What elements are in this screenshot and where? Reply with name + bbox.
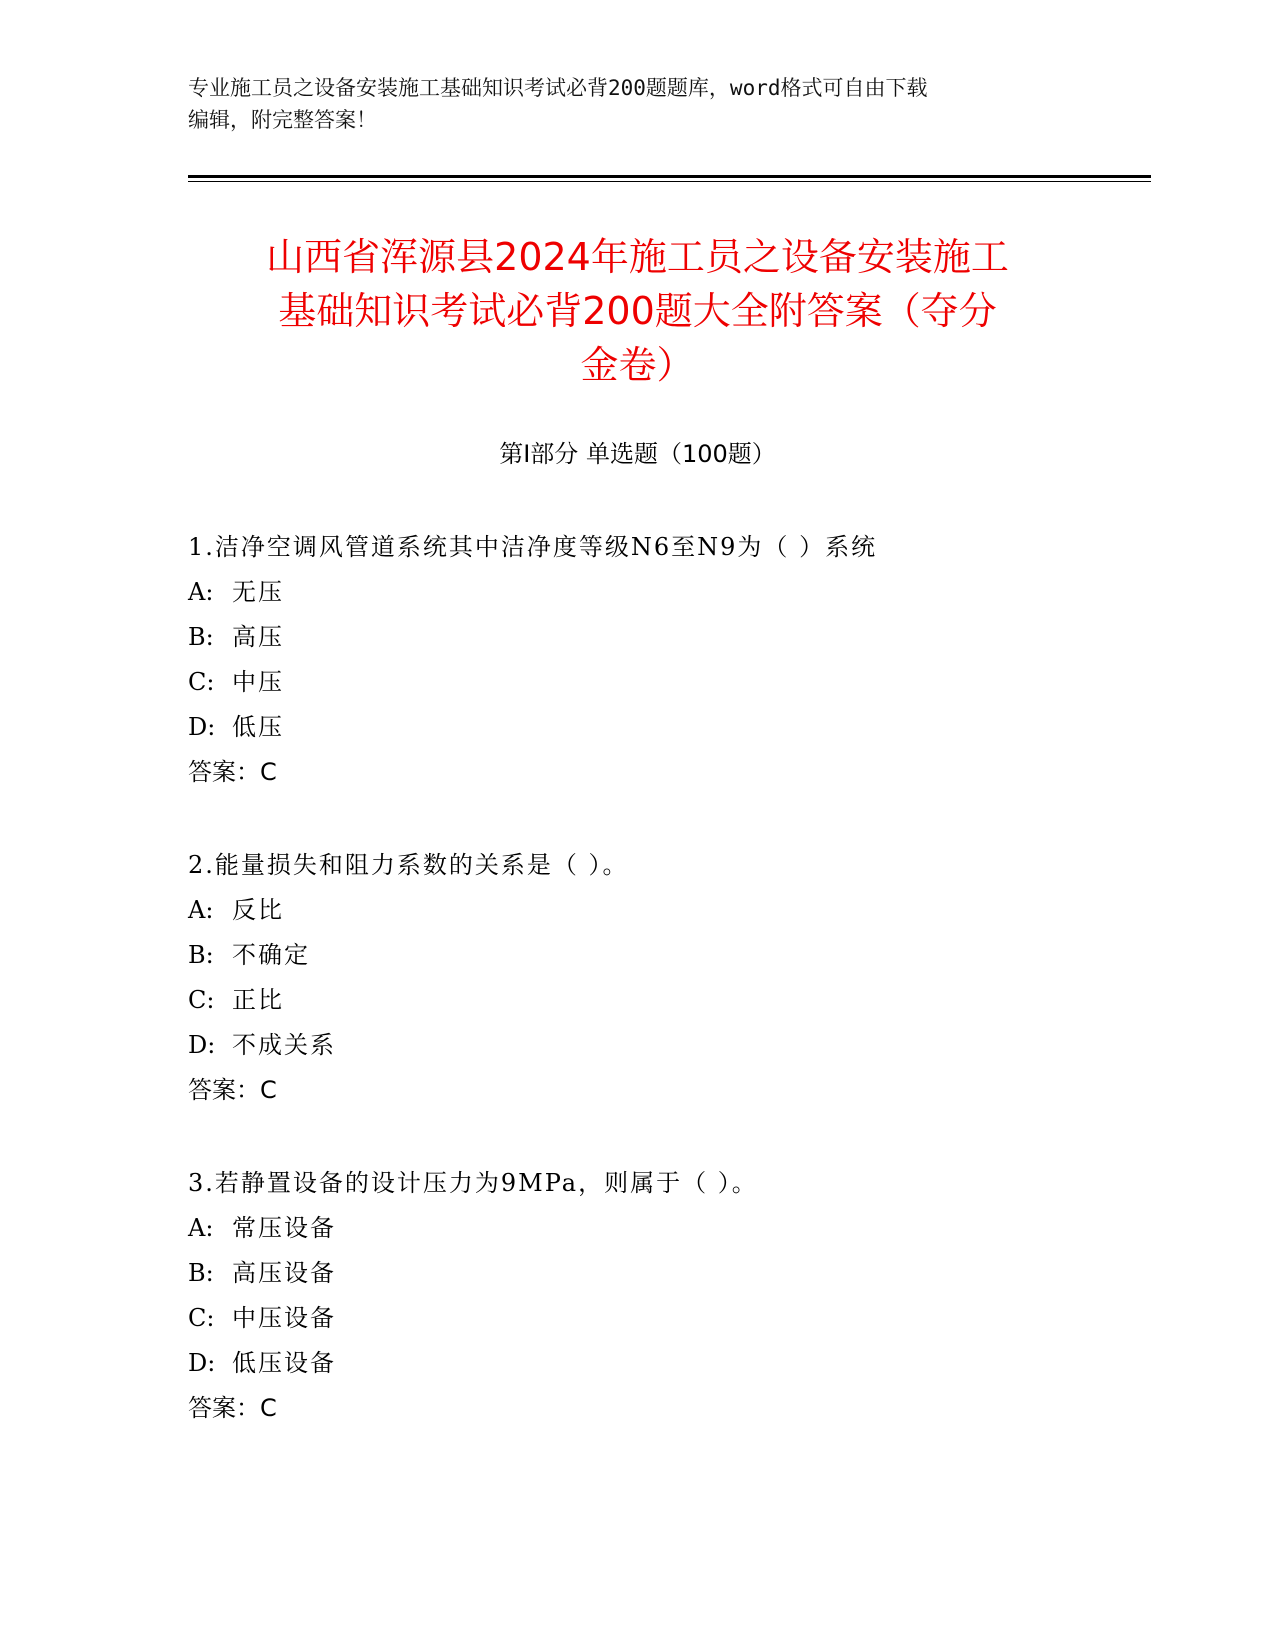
option-letter: D: [188, 1349, 216, 1377]
option-text: 无压 [232, 578, 284, 606]
option-text: 不成关系 [232, 1031, 336, 1059]
option-row [188, 660, 1088, 705]
option-letter: A: [188, 1214, 214, 1242]
question-block [188, 525, 1088, 795]
option-row [188, 570, 1088, 615]
document-title-line-2: 基础知识考试必背200题大全附答案（夺分 [278, 289, 997, 333]
option-text: 常压设备 [232, 1214, 336, 1242]
option-text: 不确定 [232, 941, 310, 969]
option-row [188, 1296, 1088, 1341]
option-row [188, 1206, 1088, 1251]
option-letter: C: [188, 668, 215, 696]
option-letter: D: [188, 1031, 216, 1059]
question-stem: 1.洁净空调风管道系统其中洁净度等级N6至N9为（ ）系统 [188, 533, 878, 561]
option-row [188, 1251, 1088, 1296]
option-row [188, 705, 1088, 750]
answer-line: 答案：C [188, 1076, 277, 1104]
option-row [188, 888, 1088, 933]
question-stem: 2.能量损失和阻力系数的关系是（ ）。 [188, 851, 629, 879]
header-note-line-1: 专业施工员之设备安装施工基础知识考试必背200题题库，word格式可自由下载 [188, 76, 928, 100]
option-text: 反比 [232, 896, 284, 924]
document-title-line-1: 山西省浑源县2024年施工员之设备安装施工 [266, 235, 1009, 279]
option-letter: B: [188, 1259, 214, 1287]
document-header-note [188, 72, 1068, 136]
option-row [188, 1341, 1088, 1386]
option-text: 低压设备 [232, 1349, 336, 1377]
option-text: 中压 [232, 668, 284, 696]
option-letter: D: [188, 713, 216, 741]
option-letter: C: [188, 986, 215, 1014]
option-text: 低压 [232, 713, 284, 741]
header-note-line-2: 编辑，附完整答案！ [188, 108, 377, 132]
option-row [188, 978, 1088, 1023]
question-stem: 3.若静置设备的设计压力为9MPa，则属于（ ）。 [188, 1169, 758, 1197]
question-block [188, 1161, 1088, 1431]
option-row [188, 1023, 1088, 1068]
document-title [170, 230, 1105, 392]
option-letter: A: [188, 896, 214, 924]
option-letter: A: [188, 578, 214, 606]
option-letter: C: [188, 1304, 215, 1332]
option-row [188, 615, 1088, 660]
section-heading: 第Ⅰ部分 单选题（100题） [499, 440, 776, 468]
header-divider-thin [188, 181, 1151, 182]
option-row [188, 933, 1088, 978]
answer-line: 答案：C [188, 1394, 277, 1422]
option-letter: B: [188, 623, 214, 651]
answer-line: 答案：C [188, 758, 277, 786]
document-title-line-3: 金卷） [580, 343, 695, 387]
option-text: 高压设备 [232, 1259, 336, 1287]
option-letter: B: [188, 941, 214, 969]
question-block [188, 843, 1088, 1113]
option-text: 正比 [232, 986, 284, 1014]
option-text: 中压设备 [232, 1304, 336, 1332]
header-divider-thick [188, 175, 1151, 178]
option-text: 高压 [232, 623, 284, 651]
